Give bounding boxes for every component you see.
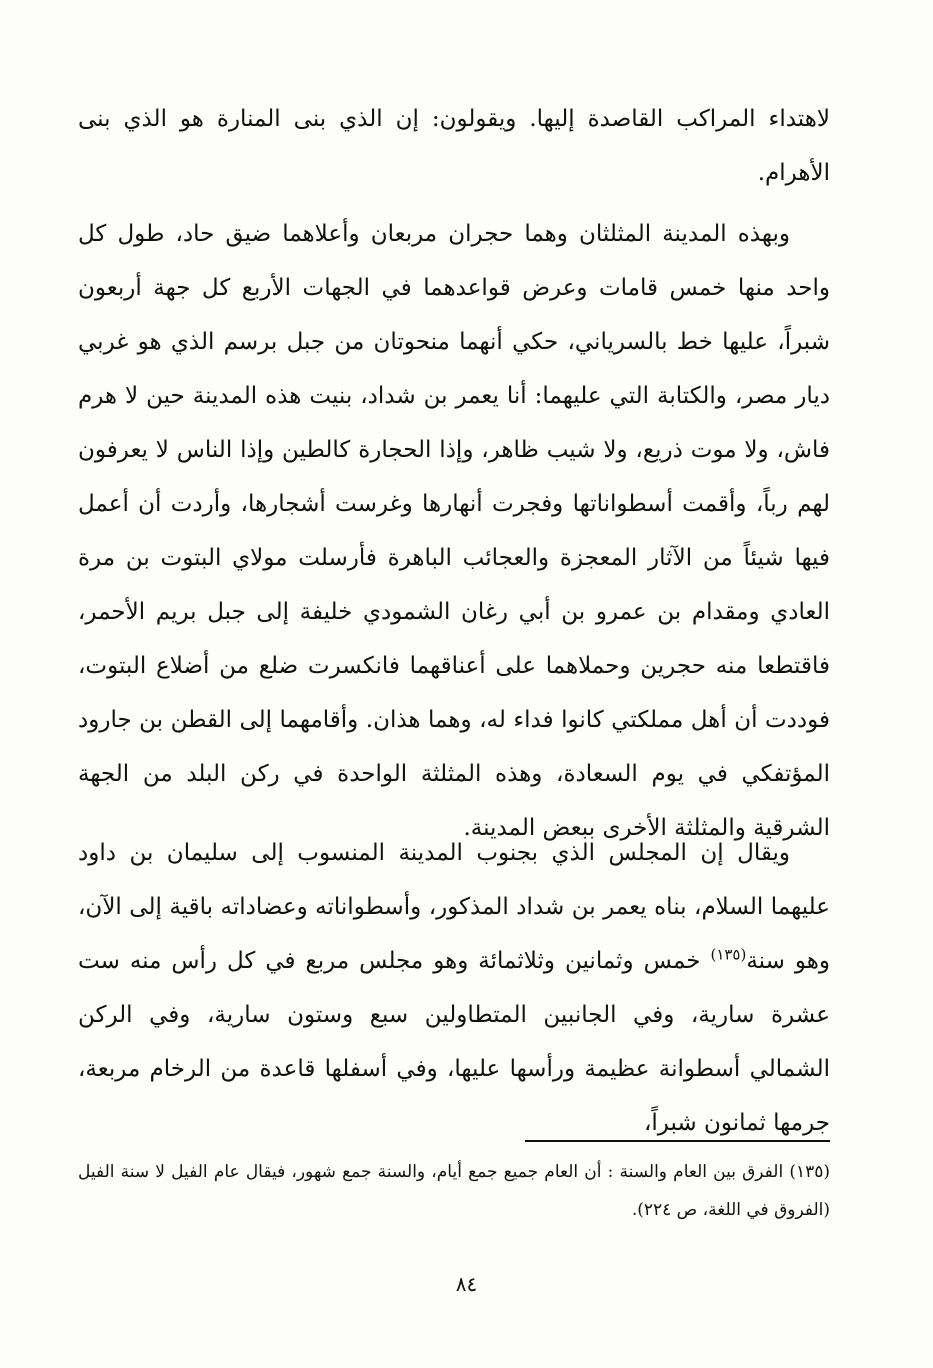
footnote-marker: (١٣٥): [710, 945, 747, 964]
paragraph-3-text-after-note: خمس وثمانين وثلاثمائة وهو مجلس مربع في كل رأس منه ست عشرة سارية، وفي الجانبين المتطاولين سبع وستون سارية، وفي الركن الشمالي أسطوانة عظيمة ورأسها عليها، وفي أسفلها قاعدة من الرخام مربعة، جرمها ثمانون شبراً،: [78, 948, 830, 1136]
paragraph-2: وبهذه المدينة المثلثان وهما حجران مربعان وأعلاهما ضيق حاد، طول كل واحد منها خمس قامات وعرض قواعدهما في الجهات الأربع كل جهة أربعون شبراً، عليها خط بالسرياني، حكي أنهما منحوتان من جبل برسم الذي هو غربي ديار مصر، والكتابة التي عليهما: أنا يعمر بن شداد، بنيت هذه المدينة حين لا هرم فاش، ولا موت ذريع، ولا شيب ظاهر، وإذا الحجارة كالطين وإذا الناس لا يعرفون لهم رباً، وأقمت أسطواناتها وفجرت أنهارها وغرست أشجارها، وأردت أن أعمل فيها شيئاً من الآثار المعجزة والعجائب الباهرة فأرسلت مولاي البتوت بن مرة العادي ومقدام بن عمرو بن أبي رغان الشمودي خليفة إلى جبل بريم الأحمر، فاقتطعا منه حجرين وحملاهما على أعناقهما فانكسرت ضلع من أضلاع البتوت، فوددت أن أهل مملكتي كانوا فداء له، وهما هذان. وأقامهما إلى القطن بن جارود المؤتفكي في يوم السعادة، وهذه المثلثة الواحدة في ركن البلد من الجهة الشرقية والمثلثة الأخرى ببعض المدينة.: [78, 221, 830, 841]
paragraph-1: لاهتداء المراكب القاصدة إليها. ويقولون: إن الذي بنى المنارة هو الذي بنى الأهرام.: [78, 106, 830, 186]
paragraph-3: [78, 826, 830, 1150]
paragraph-3-text-before-note: ويقال إن المجلس الذي بجنوب المدينة المنسوب إلى سليمان بن داود عليهما السلام، بناه يعمر بن شداد المذكور، وأسطواناته وعضاداته باقية إلى الآن، وهو سنة: [78, 840, 830, 974]
page-number: ٨٤: [455, 1272, 478, 1296]
footnote-divider: [525, 1140, 830, 1142]
footnote: (١٣٥) الفرق بين العام والسنة : أن العام جميع جمع أيام، والسنة جمع شهور، فيقال عام الفيل لا سنة الفيل (الفروق في اللغة، ص ٢٢٤).: [78, 1162, 830, 1220]
